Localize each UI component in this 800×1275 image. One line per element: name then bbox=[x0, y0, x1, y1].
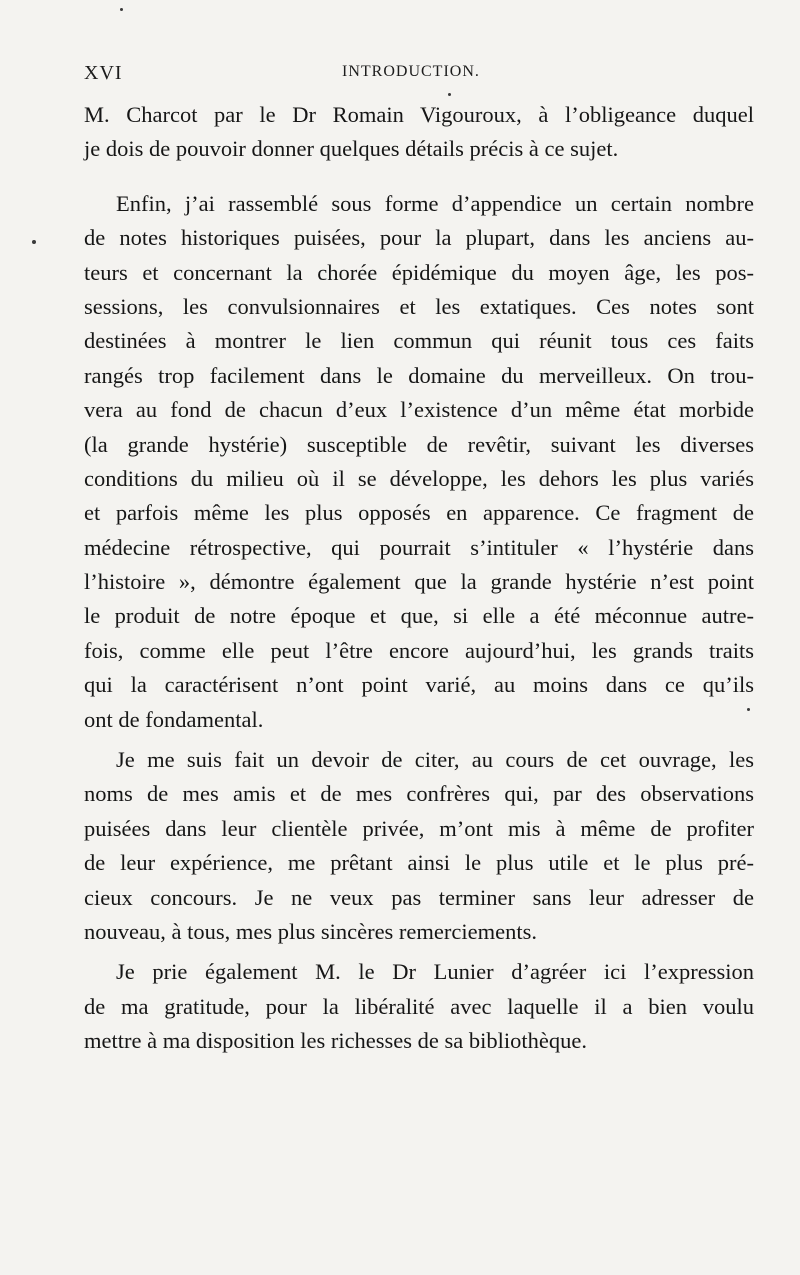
text-line: et parfois même les plus opposés en apparence. Ce fragment de bbox=[84, 500, 754, 526]
body-text bbox=[84, 98, 754, 1059]
ink-speck bbox=[32, 240, 36, 244]
page-header bbox=[84, 62, 744, 88]
text-line: M. Charcot par le Dr Romain Vigouroux, à l’obligeance duquel bbox=[84, 102, 754, 127]
text-line: l’histoire », démontre également que la grande hystérie n’est point bbox=[84, 569, 754, 595]
paragraph bbox=[84, 743, 754, 949]
text-line: le produit de notre époque et que, si elle a été méconnue autre- bbox=[84, 603, 754, 629]
paragraph bbox=[84, 187, 754, 737]
text-line: ont de fondamental. bbox=[84, 706, 264, 732]
text-line: vera au fond de chacun d’eux l’existence d’un même état morbide bbox=[84, 397, 754, 423]
text-line: rangés trop facilement dans le domaine du merveilleux. On trou- bbox=[84, 362, 754, 388]
text-line: puisées dans leur clientèle privée, m’ont mis à même de profiter bbox=[84, 815, 754, 841]
text-line: conditions du milieu où il se développe, les dehors les plus variés bbox=[84, 465, 754, 491]
text-line: mettre à ma disposition les richesses de sa bibliothèque. bbox=[84, 1028, 588, 1054]
text-line: je dois de pouvoir donner quelques détails précis à ce sujet. bbox=[84, 136, 619, 162]
text-line: cieux concours. Je ne veux pas terminer sans leur adresser de bbox=[84, 884, 754, 910]
text-line: nouveau, à tous, mes plus sincères remerciements. bbox=[84, 918, 537, 944]
text-line: Je prie également M. le Dr Lunier d’agréer ici l’expression bbox=[116, 959, 754, 985]
text-line: destinées à montrer le lien commun qui réunit tous ces faits bbox=[84, 328, 754, 354]
ink-speck bbox=[747, 708, 750, 711]
paragraph bbox=[84, 955, 754, 1058]
text-line: sessions, les convulsionnaires et les extatiques. Ces notes sont bbox=[84, 293, 754, 319]
text-line: teurs et concernant la chorée épidémique du moyen âge, les pos- bbox=[84, 259, 754, 285]
text-line: noms de mes amis et de mes confrères qui, par des observations bbox=[84, 781, 754, 807]
running-title: INTRODUCTION. bbox=[342, 63, 480, 80]
text-line: Je me suis fait un devoir de citer, au cours de cet ouvrage, les bbox=[116, 747, 754, 773]
text-line: de leur expérience, me prêtant ainsi le plus utile et le plus pré- bbox=[84, 850, 754, 876]
paragraph-gap bbox=[84, 167, 754, 187]
text-line: Enfin, j’ai rassemblé sous forme d’appendice un certain nombre bbox=[116, 190, 754, 216]
text-line: médecine rétrospective, qui pourrait s’intituler « l’hystérie dans bbox=[84, 534, 754, 560]
text-line: de notes historiques puisées, pour la plupart, dans les anciens au- bbox=[84, 225, 754, 251]
ink-speck bbox=[120, 8, 123, 11]
paragraph bbox=[84, 98, 754, 167]
ink-speck bbox=[448, 93, 451, 96]
text-line: de ma gratitude, pour la libéralité avec laquelle il a bien voulu bbox=[84, 993, 754, 1019]
text-line: (la grande hystérie) susceptible de revêtir, suivant les diverses bbox=[84, 431, 754, 457]
text-line: fois, comme elle peut l’être encore aujourd’hui, les grands traits bbox=[84, 637, 754, 663]
text-line: qui la caractérisent n’ont point varié, au moins dans ce qu’ils bbox=[84, 672, 754, 698]
page-number: XVI bbox=[84, 62, 123, 84]
